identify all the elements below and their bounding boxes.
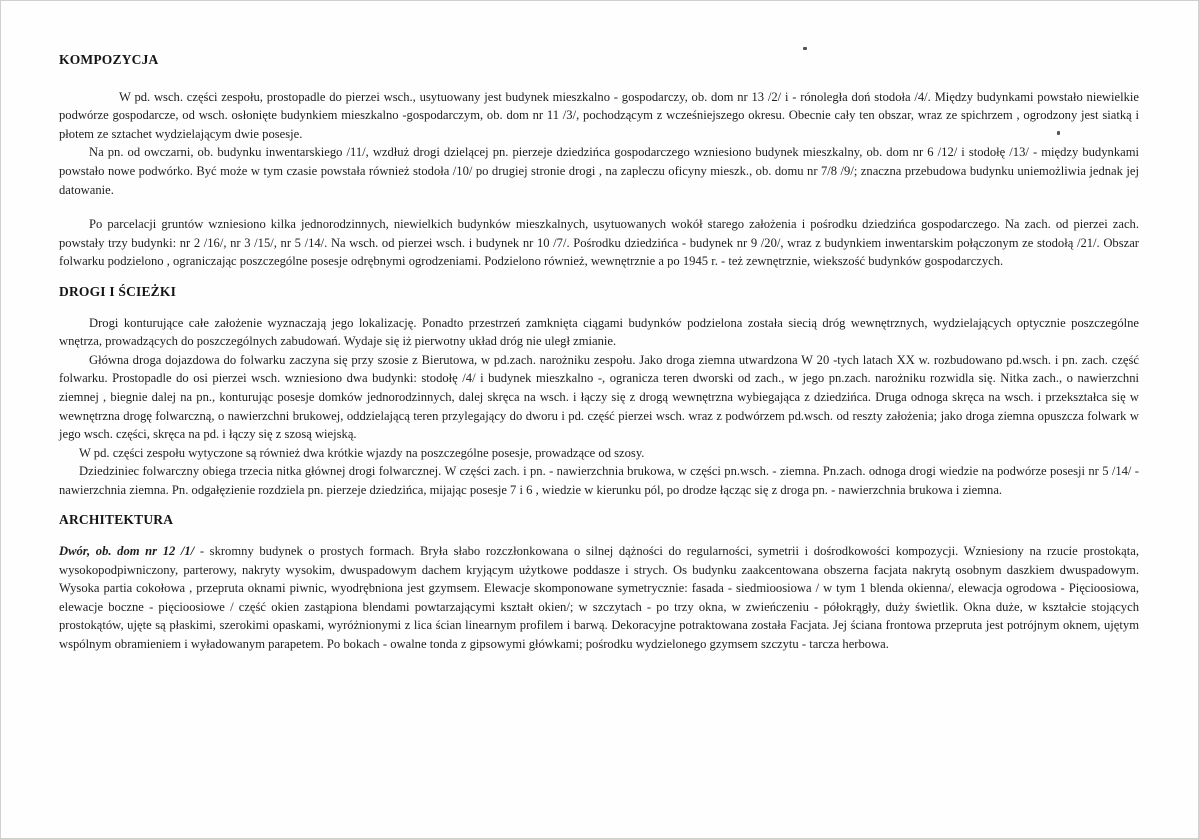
paragraph: Dziedziniec folwarczny obiega trzecia nitka głównej drogi folwarcznej. W części zach. i pn. - nawierzchnia brukowa, w części pn.wsch. - ziemna. Pn.zach. odnoga drogi wiedzie na podwórze posesji nr 5 /14/ - nawierzchnia ziemna. Pn. odgałęzienie rozdziela pn. pierzeje dziedzińca, mijając posesje 7 i 6 , wiedzie w kierunku pól, po drodze łącząc się z droga pn. - nawierzchnia brukowa i ziemna.	[59, 464, 1139, 497]
section-heading-architektura: ARCHITEKTURA	[59, 512, 174, 528]
document-body	[59, 51, 1139, 654]
paragraph: Na pn. od owczarni, ob. budynku inwentarskiego /11/, wzdłuż drogi dzielącej pn. pierzeje dziedzińca gospodarczego wzniesiono budynek mieszkalny, ob. dom nr 6 /12/ i stodołę /13/ - między budynkami powstało nowe podwórko. Być może w tym czasie powstała również stodoła /10/ po drugiej stronie drogi , na zapleczu oficyny mieszk., ob. domu nr 7/8 /9/; znaczna przebudowa budynku uniemożliwia jednak jej datowanie.	[59, 145, 1139, 197]
section-heading-kompozycja: KOMPOZYCJA	[59, 52, 159, 67]
paragraph	[59, 542, 1139, 654]
section-heading-drogi: DROGI I ŚCIEŻKI	[59, 283, 177, 299]
paragraph: W pd. części zespołu wytyczone są również dwa krótkie wjazdy na poszczególne posesje, prowadzące od szosy.	[79, 445, 645, 460]
paragraph: Po parcelacji gruntów wzniesiono kilka jednorodzinnych, niewielkich budynków mieszkalnych, usytuowanych wokół starego założenia i pośrodku dziedzińca gospodarczego. Na zach. od pierzei zach. powstały trzy budynki: nr 2 /16/, nr 3 /15/, nr 5 /14/. Na wsch. od pierzei wsch. i budynek nr 10 /7/. Pośrodku dziedzińca - budynek nr 9 /20/, wraz z budynkiem inwentarskim połączonym ze stodołą /21/. Obszar folwarku podzielono , ograniczając poszczególne posesje odrębnymi ogrodzeniami. Podzielono również, wewnętrznie a po 1945 r. - też zewnętrznie, wiekszość budynków gospodarczych.	[59, 217, 1139, 269]
paragraph: W pd. wsch. części zespołu, prostopadle do pierzei wsch., usytuowany jest budynek mieszkalno - gospodarczy, ob. dom nr 13 /2/ i - rónoległa doń stodoła /4/. Między budynkami powstało niewielkie podwórze gospodarcze, od wsch. osłonięte budynkiem mieszkalno -gospodarczym, ob. dom nr 11 /3/, pochodzącym z wcześniejszego okresu. Obecnie cały ten obszar, wraz ze spichrzem , ogrodzony jest siatką i płotem ze sztachet wydzielającym dwie posesje.	[59, 89, 1139, 141]
paragraph: Główna droga dojazdowa do folwarku zaczyna się przy szosie z Bierutowa, w pd.zach. narożniku zespołu. Jako droga ziemna utwardzona W 20 -tych latach XX w. rozbudowano pd.wsch. i pn. zach. część folwarku. Prostopadle do osi pierzei wsch. wzniesiono dwa budynki: stodołę /4/ i budynek mieszkalno -, ogranicza teren dworski od zach., w jego pn.zach. narożniku rozwidla się. Nitka zach., o nawierzchni ziemnej , biegnie dalej na pn., konturując posesje domków jednorodzinnych, dalej skręca na wsch. i łączy się z drogą wewnętrzna wybiegająca z dziedzińca. Druga odnoga skręca na wsch. i przekształca się w wewnętrzna drogę folwarczną, o nawierzchni brukowej, oddzielającą teren przylegający do dworu i pd. część pierzei wsch. wraz z podwórzem pd.wsch. od reszty założenia; jako droga ziemna opuszcza folwark w jego wsch. części, skręca na pd. i łączy się z szosą wiejską.	[59, 352, 1139, 442]
paragraph-lead: Dwór, ob. dom nr 12 /1/	[59, 544, 195, 559]
scan-speck	[803, 47, 807, 50]
paragraph-text: - skromny budynek o prostych formach. Bryła słabo rozczłonkowana o silnej dążności do regularności, symetrii i dośrodkowości kompozycji. Wzniesiony na rzucie prostokąta, wysokopodpiwniczony, parterowy, nakryty wysokim, dwuspadowym dachem kryjącym użytkowe poddasze i strych. Os budynku zaakcentowana obszerna facjata nakrytą osobnym daszkiem dwuspadowym. Wysoka partia cokołowa , przepruta oknami piwnic, wyodrębniona jest gzymsem. Elewacje skomponowane symetrycznie: fasada - siedmioosiowa / w tym 1 blenda okienna/, elewacja ogrodowa - Pięcioosiowa, elewacje boczne - pięcioosiowe / część okien zastąpiona blendami powtarzającymi kształt okien/; w szczytach - po trzy okna, w zwieńczeniu - półokrągły, duży świetlik. Okna duże, w kształcie stojących prostokątów, ujęte są płaskimi, szerokimi opaskami, wyróżnionymi z lica ścian linearnym profilem i barwą. Dekoracyjne potraktowana została Facjata. Jej ściana frontowa przepruta jest potrójnym oknem, ujętym wspólnym obramieniem i wyładowanym parapetem. Po bokach - owalne tonda z gipsowymi główkami; pośrodku wydzielonego gzymsem szczytu - tarcza herbowa.	[59, 544, 1139, 652]
paragraph: Drogi konturujące całe założenie wyznaczają jego lokalizację. Ponadto przestrzeń zamknięta ciągami budynków podzielona została siecią dróg wewnętrznych, wydzielających optycznie poszczególne wnętrza, prowadzących do poszczególnych zabudowań. Wydaje się iż pierwotny układ dróg nie uległ zmianie.	[59, 315, 1139, 349]
